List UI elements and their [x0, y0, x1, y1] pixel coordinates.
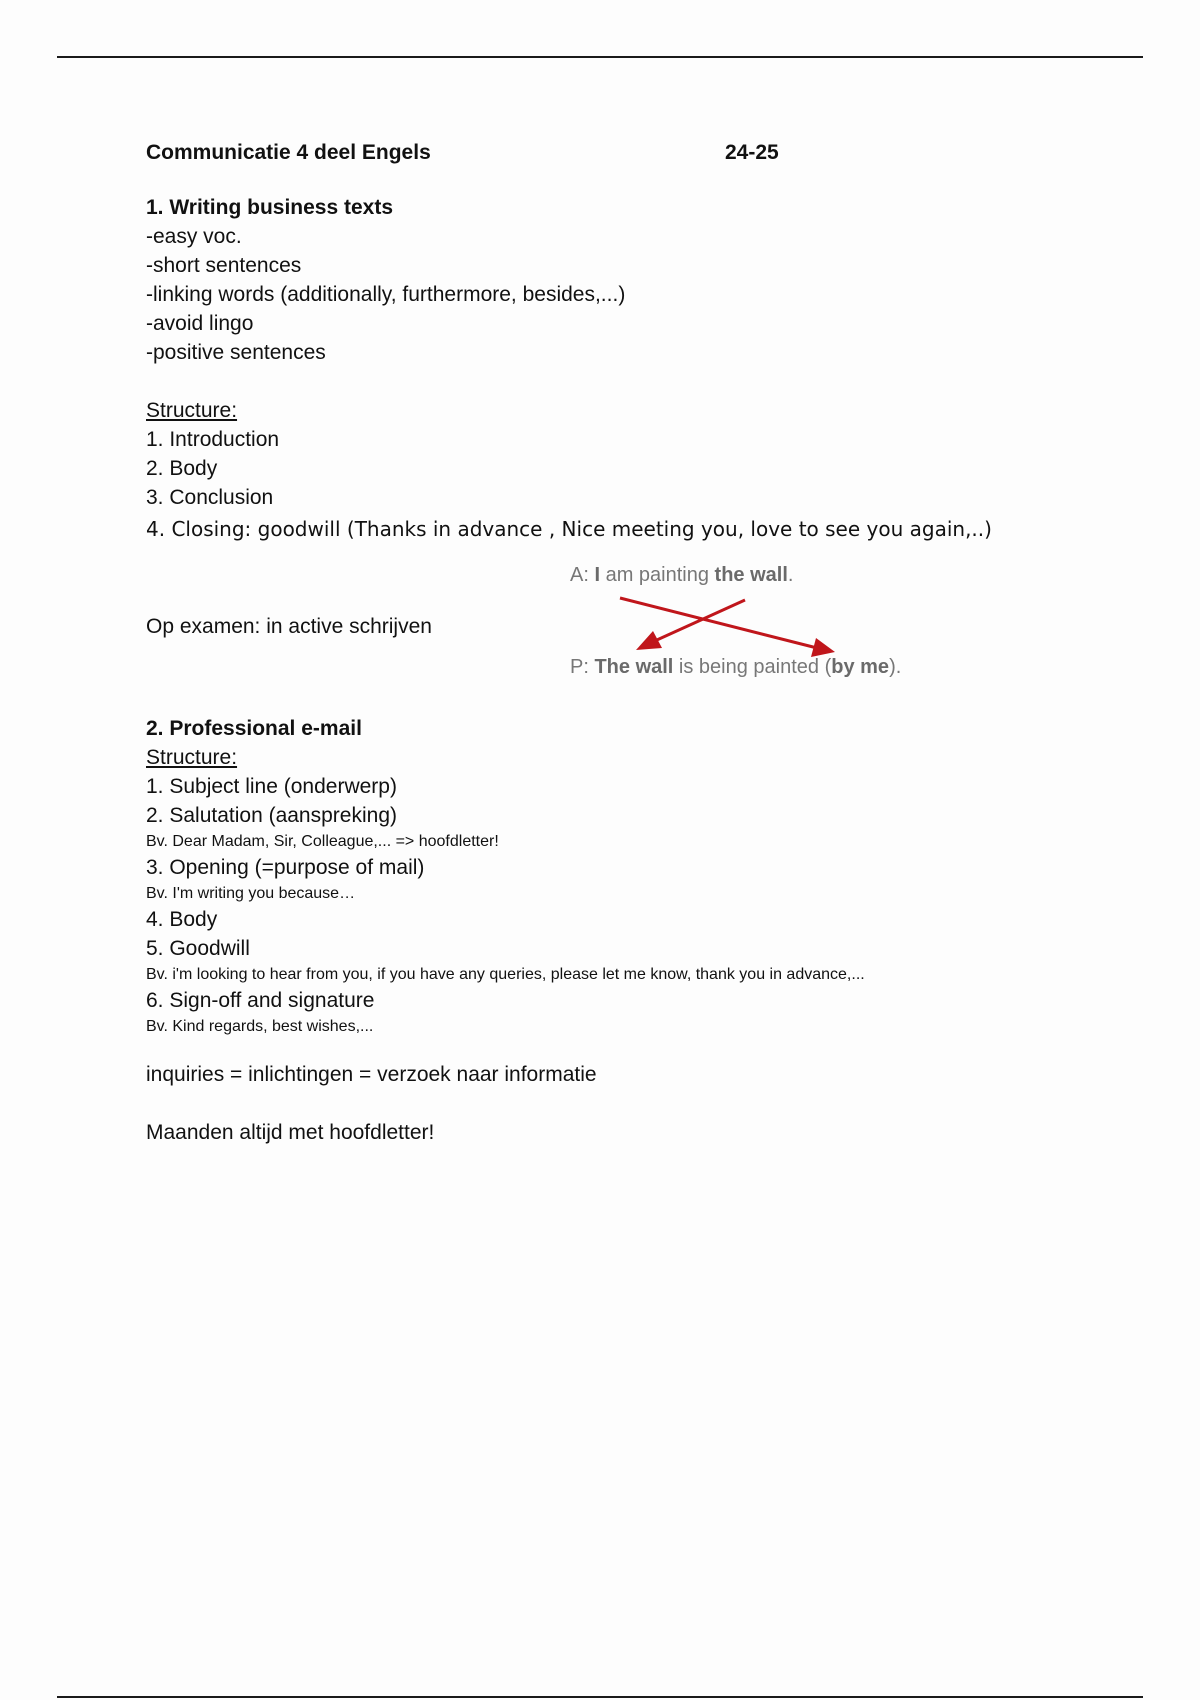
structure-item-closing: 4. Closing: goodwill (Thanks in advance , Nice meeting you, love to see you again,..) [146, 517, 992, 541]
bottom-rule [57, 1696, 1143, 1698]
tip-item: -short sentences [146, 254, 302, 277]
structure-item: 3. Conclusion [146, 486, 274, 509]
months-note: Maanden altijd met hoofdletter! [146, 1121, 435, 1144]
email-structure-item: 4. Body [146, 908, 218, 931]
active-subject: I [594, 564, 601, 586]
structure-item: 1. Introduction [146, 428, 280, 451]
document-body [146, 138, 1046, 1147]
structure-label: Structure: [146, 399, 238, 422]
exam-note-block [146, 546, 1046, 714]
email-structure-item: 3. Opening (=purpose of mail) [146, 856, 425, 879]
spacer [146, 1038, 1046, 1060]
example-line: Bv. I'm writing you because… [146, 885, 356, 902]
example-line: Bv. Dear Madam, Sir, Colleague,... => hoofdletter! [146, 833, 499, 850]
academic-year: 24-25 [725, 141, 779, 164]
tip-item: -linking words (additionally, furthermore, besides,...) [146, 283, 626, 306]
example-line: Bv. Kind regards, best wishes,... [146, 1018, 374, 1035]
spacer [146, 367, 1046, 396]
tip-item: -positive sentences [146, 341, 326, 364]
passive-subject: The wall [594, 656, 674, 678]
subject-arrowhead [811, 638, 835, 657]
document-header [146, 138, 1046, 171]
active-object: the wall [714, 564, 788, 586]
email-structure-item: 1. Subject line (onderwerp) [146, 775, 397, 798]
section1-heading: 1. Writing business texts [146, 196, 394, 219]
object-arrow [648, 600, 745, 644]
top-rule [57, 56, 1143, 58]
tip-item: -easy voc. [146, 225, 242, 248]
inquiries-note: inquiries = inlichtingen = verzoek naar informatie [146, 1063, 597, 1086]
email-structure-item: 5. Goodwill [146, 937, 250, 960]
spacer [146, 171, 1046, 193]
spacer [146, 1089, 1046, 1118]
structure-item: 2. Body [146, 457, 218, 480]
active-passive-diagram [570, 546, 990, 686]
exam-note: Op examen: in active schrijven [146, 615, 432, 638]
section2-heading: 2. Professional e-mail [146, 717, 362, 740]
tip-item: -avoid lingo [146, 312, 254, 335]
example-line: Bv. i'm looking to hear from you, if you have any queries, please let me know, thank you in advance,... [146, 966, 865, 983]
email-structure-item: 6. Sign-off and signature [146, 989, 375, 1012]
active-sentence: A: I am painting the wall. [570, 564, 794, 586]
email-structure-list [146, 772, 1046, 1038]
passive-sentence: P: The wall is being painted (by me). [570, 656, 902, 678]
structure-label: Structure: [146, 746, 238, 769]
document-title: Communicatie 4 deel Engels [146, 141, 431, 164]
passive-agent: by me [831, 656, 890, 678]
email-structure-item: 2. Salutation (aanspreking) [146, 804, 397, 827]
